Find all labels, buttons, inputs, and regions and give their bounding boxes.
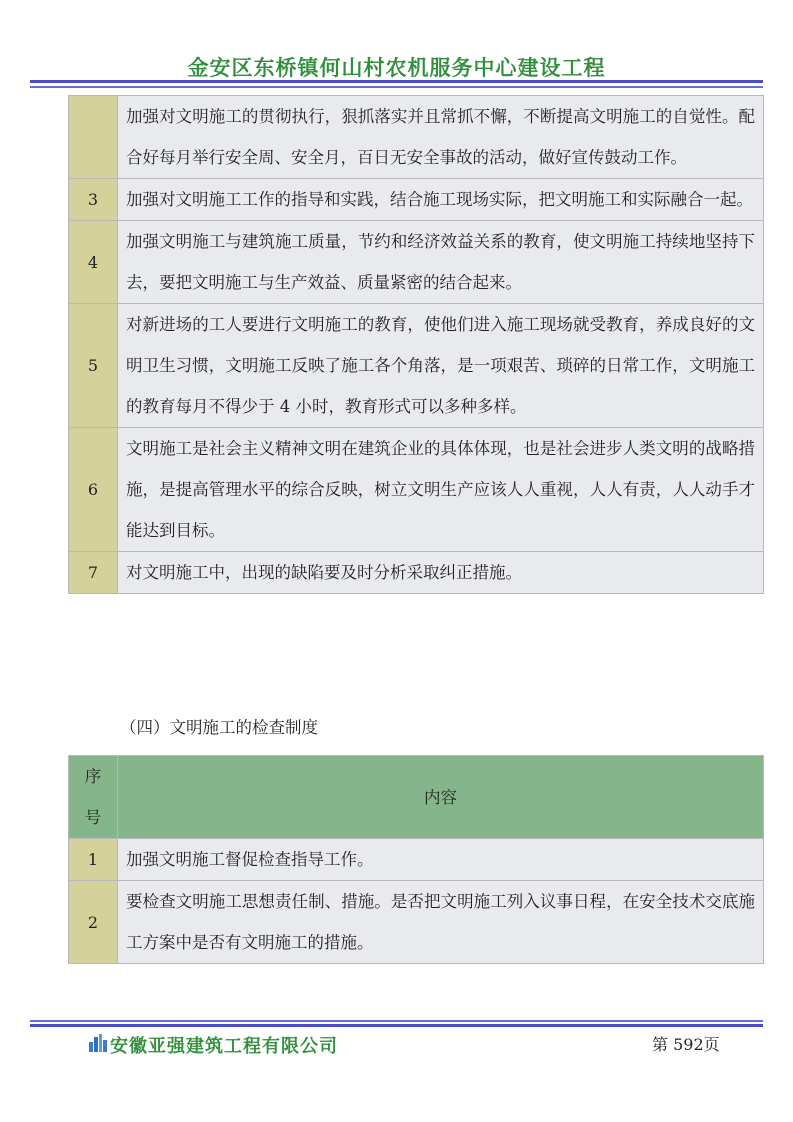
page-number: 第 592页 — [652, 1035, 720, 1054]
table-row — [69, 96, 764, 179]
row-number: 4 — [69, 221, 118, 304]
row-content: 加强文明施工与建筑施工质量，节约和经济效益关系的教育，使文明施工持续地坚持下去，要把文明施工与生产效益、质量紧密的结合起来。 — [118, 221, 764, 304]
row-content: 加强对文明施工的贯彻执行，狠抓落实并且常抓不懈，不断提高文明施工的自觉性。配合好每月举行安全周、安全月，百日无安全事故的活动，做好宣传鼓动工作。 — [118, 96, 764, 179]
document-header-title: 金安区东桥镇何山村农机服务中心建设工程 — [187, 56, 606, 80]
row-number: 3 — [69, 179, 118, 221]
table-row — [69, 179, 764, 221]
footer-company-name: 安徽亚强建筑工程有限公司 — [110, 1036, 338, 1057]
header-number-line2: 号 — [84, 808, 102, 827]
row-number: 6 — [69, 428, 118, 552]
table-row — [69, 881, 764, 964]
section-heading: （四）文明施工的检查制度 — [120, 718, 318, 737]
company-logo-icon — [88, 1033, 108, 1053]
row-content: 加强文明施工督促检查指导工作。 — [118, 839, 764, 881]
row-number: 1 — [69, 839, 118, 881]
row-content: 对文明施工中，出现的缺陷要及时分析采取纠正措施。 — [118, 552, 764, 594]
row-number: 7 — [69, 552, 118, 594]
row-content: 对新进场的工人要进行文明施工的教育，使他们进入施工现场就受教育，养成良好的文明卫生习惯，文明施工反映了施工各个角落，是一项艰苦、琐碎的日常工作，文明施工的教育每月不得少于 4 小时，教育形式可以多种多样。 — [118, 304, 764, 428]
footer-rule-thin — [30, 1020, 763, 1022]
header-content-cell: 内容 — [118, 756, 764, 839]
table-row — [69, 552, 764, 594]
header-rule-thick — [30, 80, 763, 83]
footer-rule-thick — [30, 1024, 763, 1027]
header-number-cell — [69, 756, 118, 839]
header-number-line1: 序 — [84, 767, 102, 786]
row-content: 加强对文明施工工作的指导和实践，结合施工现场实际，把文明施工和实际融合一起。 — [118, 179, 764, 221]
header-rule-thin — [30, 86, 763, 88]
inspection-table — [68, 755, 764, 964]
table-header-row — [69, 756, 764, 839]
table-row — [69, 304, 764, 428]
row-number: 2 — [69, 881, 118, 964]
row-content: 要检查文明施工思想责任制、措施。是否把文明施工列入议事日程，在安全技术交底施工方案中是否有文明施工的措施。 — [118, 881, 764, 964]
row-number: 5 — [69, 304, 118, 428]
table-row — [69, 221, 764, 304]
table-row — [69, 839, 764, 881]
row-content: 文明施工是社会主义精神文明在建筑企业的具体体现，也是社会进步人类文明的战略措施，是提高管理水平的综合反映，树立文明生产应该人人重视，人人有责，人人动手才能达到目标。 — [118, 428, 764, 552]
measures-table — [68, 95, 764, 594]
table-row — [69, 428, 764, 552]
row-number — [69, 96, 118, 179]
